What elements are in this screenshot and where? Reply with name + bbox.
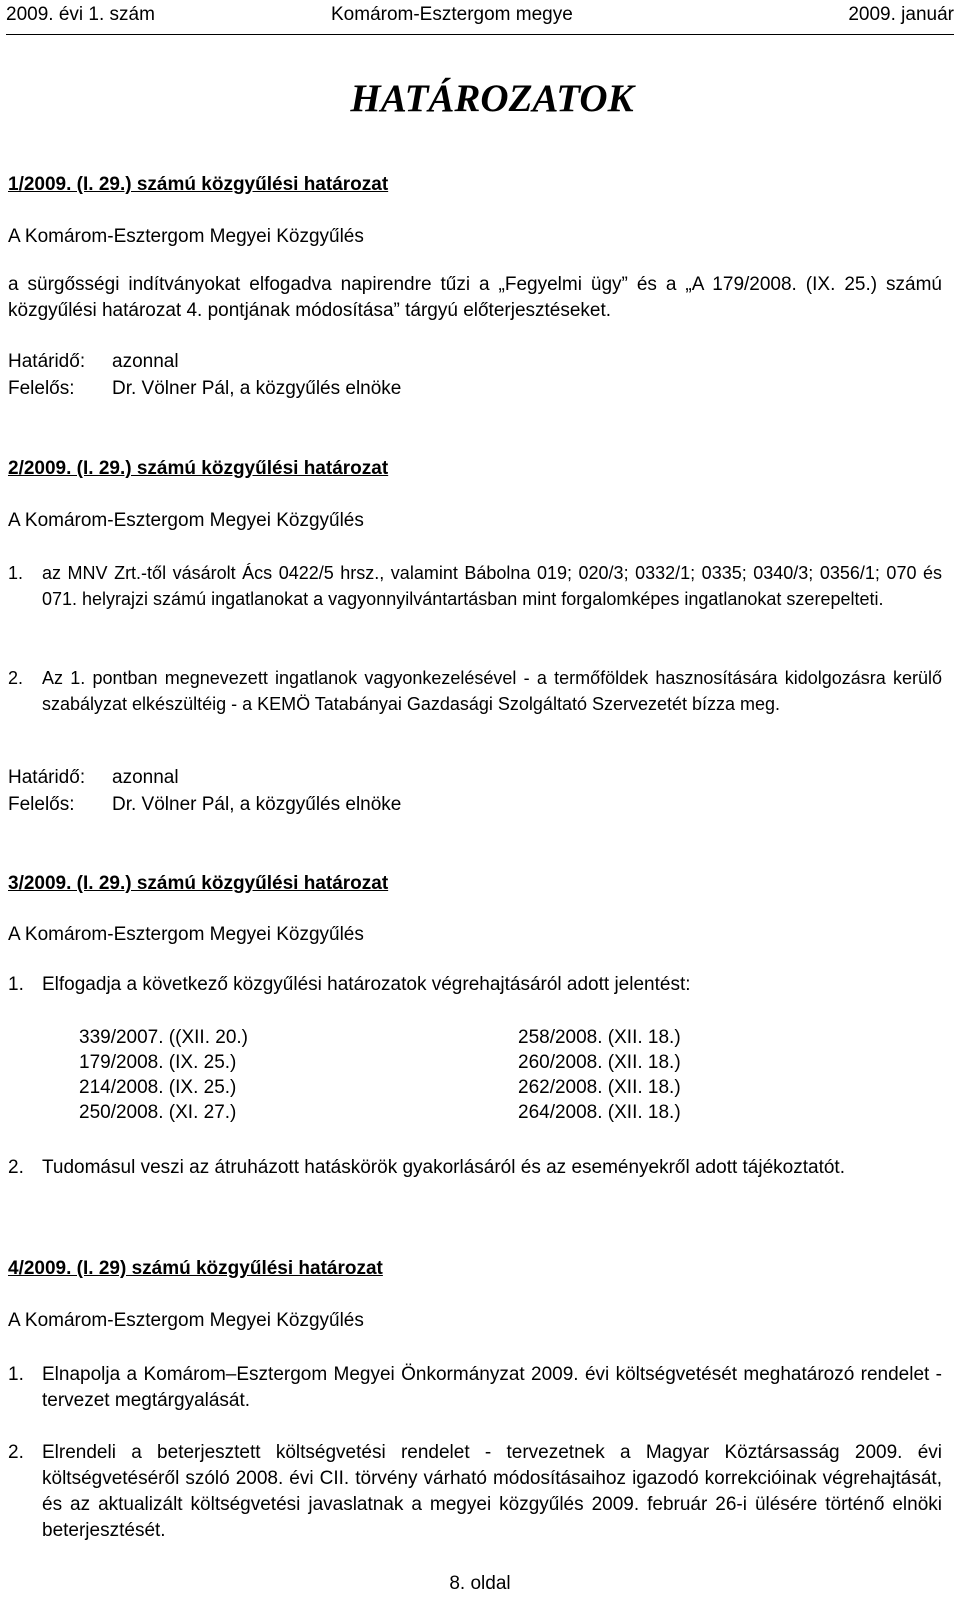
item-number: 1. [8,563,24,583]
list-item: 179/2008. (IX. 25.) [79,1052,237,1073]
page-number: 8. oldal [449,1573,511,1594]
item-number: 1. [8,974,24,995]
header-date: 2009. január [848,4,954,25]
responsible-value: Dr. Völner Pál, a közgyűlés elnöke [112,794,402,815]
responsible-value: Dr. Völner Pál, a közgyűlés elnöke [112,378,402,399]
list-item: 264/2008. (XII. 18.) [518,1102,681,1123]
resolution-4-heading: 4/2009. (I. 29) számú közgyűlési határozat [8,1258,383,1279]
list-item: 258/2008. (XII. 18.) [518,1027,681,1048]
item-number: 1. [8,1364,24,1385]
item-text: Elrendeli a beterjesztett költségvetési rendelet - tervezetnek a Magyar Köztársasság 2009. évi költségvetéséről szóló 2008. évi CII. törvény várható módosításaihoz igazodó korrekcióinak végrehajtását, és az aktualizált költségvetési javaslatnak a megyei közgyűlés 2009. február 26-i ülésére történő elnöki beterjesztését. [42,1442,942,1541]
item-text: Elnapolja a Komárom–Esztergom Megyei Önkormányzat 2009. évi költségvetését meghatározó rendelet - tervezet megtárgyalását. [42,1364,942,1411]
item-text: Az 1. pontban megnevezett ingatlanok vagyonkezelésével - a termőföldek hasznosítására kidolgozásra kerülő szabályzat elkészültéig - a KEMÖ Tatabányai Gazdasági Szolgáltató Szervezetét bízza meg. [42,668,942,714]
resolution-2-heading: 2/2009. (I. 29.) számú közgyűlési határozat [8,458,389,479]
item-number: 2. [8,1442,24,1463]
list-item: 262/2008. (XII. 18.) [518,1077,681,1098]
header-county: Komárom-Esztergom megye [331,4,573,25]
list-item: 214/2008. (IX. 25.) [79,1077,237,1098]
item-number: 2. [8,1157,24,1178]
resolution-4-item [8,1440,942,1544]
item-text: Elfogadja a következő közgyűlési határozatok végrehajtásáról adott jelentést: [42,974,691,995]
responsible-label: Felelős: [8,378,75,399]
item-text: Tudomásul veszi az átruházott hatáskörök gyakorlásáról és az eseményekről adott tájékoztatót. [42,1157,845,1178]
resolution-2-body: A Komárom-Esztergom Megyei Közgyűlés [8,510,364,531]
resolution-2-responsible [8,794,401,816]
resolution-3-item [8,1155,942,1181]
resolution-4-body: A Komárom-Esztergom Megyei Közgyűlés [8,1310,364,1331]
item-text: az MNV Zrt.-től vásárolt Ács 0422/5 hrsz., valamint Bábolna 019; 020/3; 0332/1; 0335; 0340/3; 0356/1; 070 és 071. helyrajzi számú ingatlanokat a vagyonnyilvántartásban mint forgalomképes ingatlanokat szerepelteti. [42,563,942,609]
responsible-label: Felelős: [8,794,75,815]
resolution-2-deadline [8,767,179,789]
resolution-3-heading: 3/2009. (I. 29.) számú közgyűlési határozat [8,873,389,894]
resolution-2-item [8,665,942,717]
deadline-value: azonnal [112,351,179,372]
resolution-1-body: A Komárom-Esztergom Megyei Közgyűlés [8,226,364,247]
resolution-2-item [8,560,942,612]
resolution-3-body: A Komárom-Esztergom Megyei Közgyűlés [8,924,364,945]
resolution-4-item [8,1362,942,1414]
list-item: 260/2008. (XII. 18.) [518,1052,681,1073]
report-list-left [79,1025,248,1125]
page-header [6,2,954,35]
list-item: 250/2008. (XI. 27.) [79,1102,237,1123]
deadline-value: azonnal [112,767,179,788]
resolution-3-item [8,972,942,998]
resolution-1-deadline [8,351,179,373]
deadline-label: Határidő: [8,351,86,372]
resolution-1-text: a sürgősségi indítványokat elfogadva napirendre tűzi a „Fegyelmi ügy” és a „A 179/2008. (IX. 25.) számú közgyűlési határozat 4. pontjának módosítása” tárgyú előterjesztéseket. [8,274,942,321]
deadline-label: Határidő: [8,767,86,788]
page-title: HATÁROZATOK [350,77,634,120]
resolution-1-heading: 1/2009. (I. 29.) számú közgyűlési határozat [8,174,389,195]
item-number: 2. [8,668,24,688]
header-issue: 2009. évi 1. szám [6,4,155,25]
resolution-1-responsible [8,378,401,400]
list-item: 339/2007. ((XII. 20.) [79,1027,248,1048]
report-list-right [518,1025,681,1125]
